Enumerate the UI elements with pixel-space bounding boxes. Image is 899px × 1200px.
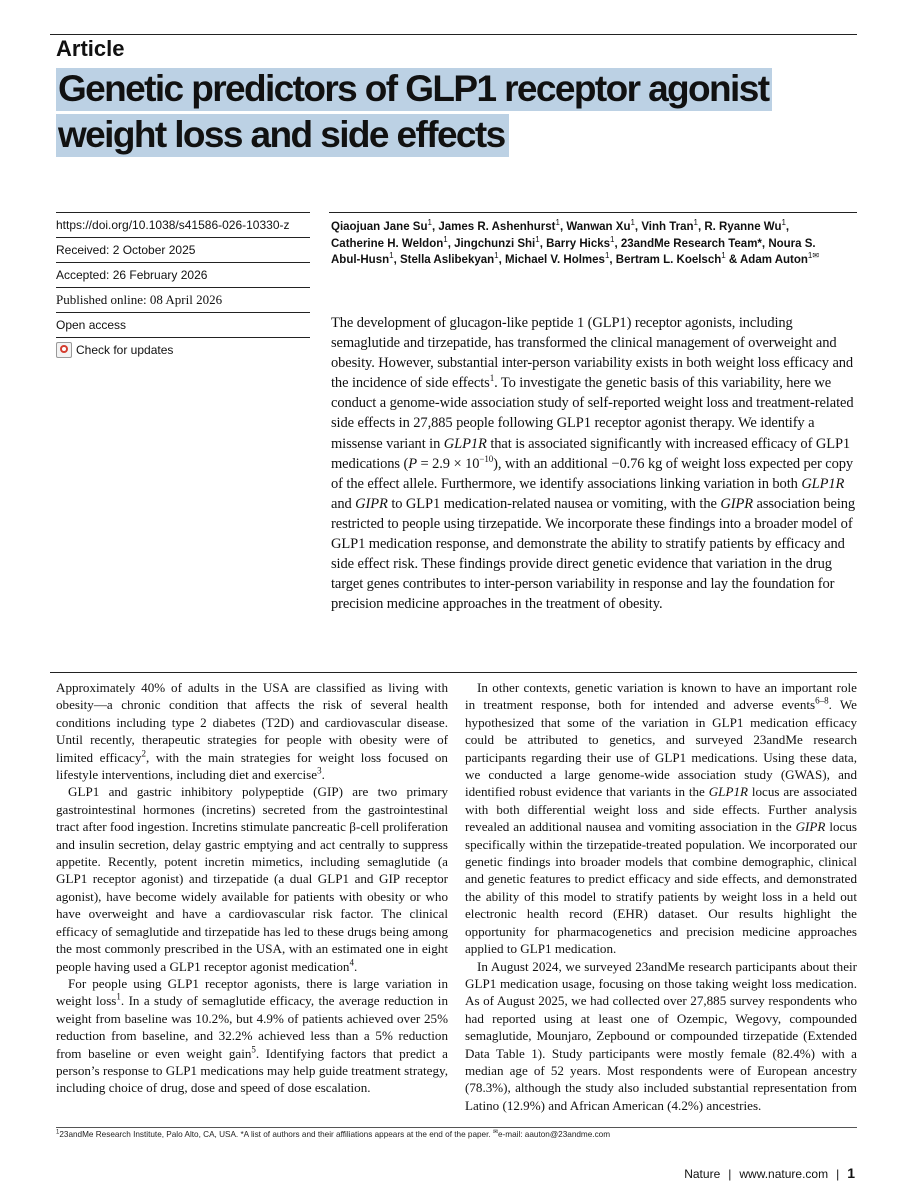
author-name: Adam Auton bbox=[739, 254, 808, 266]
article-title-text: Genetic predictors of GLP1 receptor agonist weight loss and side effects bbox=[56, 68, 772, 157]
affiliation-footnote: $^1$23andMe Research Institute, Palo Alto, CA, USA. *A list of authors and their affiliations appears at the end of the paper. ✉e-mail: aauton@23andme.com bbox=[56, 1129, 611, 1139]
gene-name: GLP1R bbox=[801, 475, 845, 492]
body-rule bbox=[50, 672, 857, 673]
author-name: Jingchunzi Shi bbox=[454, 237, 536, 250]
footer-separator: | bbox=[836, 1167, 840, 1181]
article-meta bbox=[56, 212, 310, 362]
body-paragraph: GLP1 and gastric inhibitory polypeptide (GIP) are two primary gastrointestinal hormones (incretins) secreted from the gastrointestinal tract after food ingestion. Incretins stimulate pancreatic β-cell proliferation and insulin secretion, delay gastric emptying and act centrally to suppress appetite. Recently, potent incretin mimetics, including semaglutide (a GLP1 receptor agonist) and tirzepatide (a dual GLP1 and GIP receptor agonist), have become widely available for patients with obesity or who have overweight and have a cardiovascular risk factor. The clinical efficacy of semaglutide and tirzepatide has led to these drugs being among the most commonly prescribed in the USA, with an estimated one in eight people having used a GLP1 receptor agonist medication$^4$. bbox=[56, 784, 448, 974]
page-footer bbox=[684, 1165, 855, 1181]
affiliation-superscript: 1 bbox=[555, 218, 560, 228]
author-name: Wanwan Xu bbox=[566, 221, 631, 233]
gene-name: GIPR bbox=[355, 495, 388, 512]
gene-name: P bbox=[408, 455, 417, 472]
affiliation-superscript: 1 bbox=[693, 218, 698, 228]
article-title bbox=[56, 66, 856, 158]
reference-superscript: 3 bbox=[317, 765, 322, 776]
gene-name: GIPR bbox=[795, 819, 826, 835]
affiliation-superscript: 1 bbox=[389, 251, 394, 261]
author-name: Barry Hicks bbox=[546, 237, 611, 250]
reference-superscript: 5 bbox=[251, 1044, 256, 1055]
author-name: Qiaojuan Jane Su bbox=[331, 221, 428, 233]
author-name: Noura S. Abul-Husn bbox=[331, 237, 816, 266]
affiliation-superscript: 1 bbox=[781, 218, 786, 228]
reference-superscript: 1 bbox=[116, 991, 121, 1002]
reference-superscript: 4 bbox=[349, 957, 354, 968]
accepted-date: Accepted: 26 February 2026 bbox=[56, 262, 310, 287]
author-name: R. Ryanne Wu bbox=[704, 221, 782, 233]
body-column-right bbox=[465, 679, 857, 1114]
received-date: Received: 2 October 2025 bbox=[56, 237, 310, 262]
affiliation-superscript: 1 bbox=[604, 251, 610, 261]
body-column-left bbox=[56, 679, 448, 1097]
abstract: The development of glucagon-like peptide 1 (GLP1) receptor agonists, including semaglutide and tirzepatide, has transformed the clinical management of overweight and obesity. However, substantial inter-person variability exists in both weight loss efficacy and the incidence of side effects$^1$. To investigate the genetic basis of this variability, here we conduct a genome-wide association study of self-reported weight loss and treatment-related side effects in 27,885 people following GLP1 receptor agonist therapy. We identify a missense variant in GLP1R that is associated significantly with increased efficacy of GLP1 medications (P = 2.9 × 10$^{-10}$), with an additional −0.76 kg of weight loss expected per copy of the effect allele. Furthermore, we identify associations linking variation in both GLP1R and GIPR to GLP1 medication-related nausea or vomiting, with the GIPR association being restricted to people using tirzepatide. We incorporate these findings into a broader model of GLP1 medication response, and demonstrate the ability to stratify patients by efficacy and side effect risk. These findings provide direct genetic evidence that variation in the drug target genes contributes to inter-person variability in response and lay the foundation for precision medicine approaches in the treatment of obesity. bbox=[331, 315, 856, 613]
author-name: Michael V. Holmes bbox=[505, 254, 605, 266]
doi-link[interactable]: https://doi.org/10.1038/s41586-026-10330-z bbox=[56, 212, 310, 237]
gene-name: GLP1R bbox=[708, 784, 748, 800]
open-access-label: Open access bbox=[56, 312, 310, 337]
body-paragraph: In August 2024, we surveyed 23andMe research participants about their GLP1 medication usage, focusing on those taking weight loss medication. As of August 2025, we had collected over 27,885 survey respondents who had reported using at least one of Ozempic, Wegovy, compounded semaglutide, Mounjaro, Zepbound or compounded tirzepatide (Extended Data Table 1). Study participants were mostly female (82.4%) with a median age of 52 years. Most respondents were of European ancestry (78.3%), although the study also included substantial representation from Latino (12.9%) and African American (4.2%) ancestries. bbox=[465, 958, 857, 1113]
affiliation-superscript: 1 bbox=[427, 218, 432, 228]
check-for-updates-link[interactable] bbox=[56, 337, 310, 362]
footer-separator: | bbox=[728, 1167, 732, 1181]
reference-superscript: 2 bbox=[141, 748, 147, 759]
author-name: Bertram L. Koelsch bbox=[615, 254, 722, 266]
body-paragraph: Approximately 40% of adults in the USA are classified as living with obesity—a chronic condition that affects the risk of several health conditions including type 2 diabetes (T2D) and cardiovascular disease. Until recently, therapeutic strategies for people with obesity were of limited efficacy$^2$, with the main strategies for weight loss focused on lifestyle interventions, including diet and exercise$^3$. bbox=[56, 680, 448, 783]
author-name: Catherine H. Weldon bbox=[331, 237, 444, 250]
affiliation-superscript: 1 bbox=[494, 251, 499, 261]
affiliation-superscript: 1 bbox=[630, 218, 635, 228]
reference-superscript: 6–8 bbox=[815, 696, 829, 707]
affiliation-superscript: 1✉ bbox=[807, 251, 820, 261]
gene-name: GLP1R bbox=[443, 435, 487, 452]
published-date: Published online: 08 April 2026 bbox=[56, 287, 310, 312]
journal-name: Nature bbox=[684, 1167, 721, 1181]
body-paragraph: In other contexts, genetic variation is known to have an important role in treatment response, both for intended and adverse events$^{6-8}$. We hypothesized that some of the variation in GLP1 medication efficacy could be attributed to genetics, and surveyed 23andMe research participants regarding their use of GLP1 medications. Using these data, we conducted a large genome-wide association study (GWAS), and identified robust evidence that variants in the GLP1R locus are associated with both differential weight loss and side effects. Further analysis revealed an additional nausea and vomiting association in the GIPR locus specifically within the tirzepatide-treated population. We incorporated our genetic findings into broader models that combine demographic, clinical and genetic features to predict efficacy and side effects, and demonstrated the ability of this model to stratify patients by weight loss in a held out electronic health record (EHR) dataset. Our results highlight the opportunity for pharmacogenetics and precision medicine approaches applied to GLP1 medication. bbox=[465, 680, 858, 957]
check-updates-label: Check for updates bbox=[76, 343, 174, 357]
reference-superscript: 1 bbox=[489, 373, 495, 384]
affiliation-superscript: 1 bbox=[610, 234, 615, 244]
reference-superscript: 1 bbox=[56, 1129, 60, 1136]
check-updates-icon bbox=[56, 342, 72, 358]
authors-rule bbox=[329, 212, 857, 213]
author-list: Qiaojuan Jane Su$^1$, James R. Ashenhurst$^1$, Wanwan Xu$^1$, Vinh Tran$^1$, R. Ryanne Wu$^1$, Catherine H. Weldon$^1$, Jingchunzi Shi$^1$, Barry Hicks$^1$, 23andMe Research Team*, Noura S. Abul-Husn$^1$, Stella Aslibekyan$^1$, Michael V. Holmes$^1$, Bertram L. Koelsch$^1$ & Adam Auton$^{1✉}$ bbox=[331, 218, 820, 266]
gene-name: GIPR bbox=[720, 495, 753, 512]
affiliation-superscript: 1 bbox=[443, 234, 448, 244]
reference-superscript: −10 bbox=[479, 453, 494, 464]
reference-superscript: ✉ bbox=[492, 1129, 498, 1136]
body-paragraph: For people using GLP1 receptor agonists, there is large variation in weight loss$^1$. In a study of semaglutide efficacy, the average reduction in weight from baseline was 10.2%, but 4.9% of patients achieved over 25% reduction from baseline, and 32.2% achieved less than a 5% reduction from baseline or even weight gain$^5$. Identifying factors that predict a person’s response to GLP1 medications may help guide treatment strategy, including choice of drug, dose and speed of dose escalation. bbox=[56, 975, 448, 1096]
top-rule bbox=[50, 34, 857, 35]
author-name: Vinh Tran bbox=[641, 221, 694, 233]
page-number: 1 bbox=[847, 1165, 855, 1181]
author-name: Stella Aslibekyan bbox=[399, 254, 495, 266]
affiliation-superscript: 1 bbox=[535, 234, 540, 244]
affiliation-superscript: 1 bbox=[721, 251, 726, 261]
footnote-rule bbox=[56, 1127, 857, 1128]
journal-url[interactable]: www.nature.com bbox=[739, 1167, 829, 1181]
author-name: James R. Ashenhurst bbox=[438, 221, 556, 233]
article-type-label: Article bbox=[56, 36, 125, 61]
author-name: 23andMe Research Team* bbox=[620, 237, 762, 250]
